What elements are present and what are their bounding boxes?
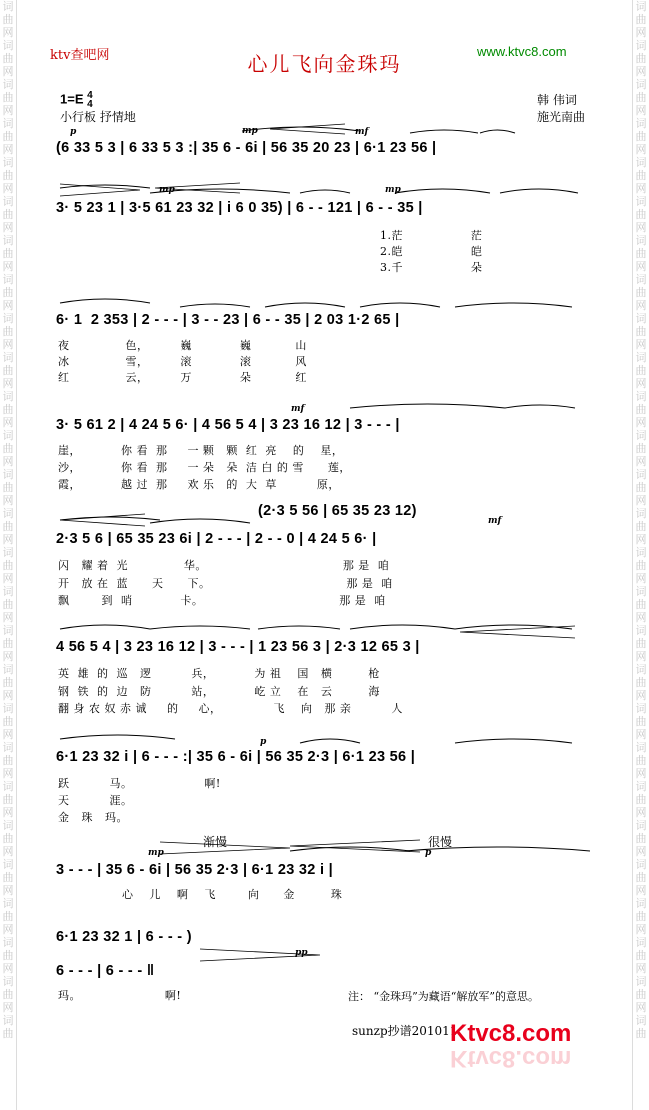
song-title: 心儿飞向金珠玛 [247,52,402,76]
watermark-glyph: 词 [2,117,14,130]
notation-system-8: 3 - - - | 35 6 - 6i | 56 35 2·3 | 6·1 23 32 i | [56,862,333,878]
logo-reflection: Ktvc8.com [450,1045,572,1072]
watermark-glyph: 词 [2,1014,14,1027]
dynamic-mark: p [70,127,77,137]
watermark-glyph: 曲 [635,286,647,299]
slur-mark [60,625,150,629]
watermark-glyph: 词 [635,156,647,169]
slur-mark [480,130,515,133]
watermark-glyph: 网 [2,962,14,975]
lyrics-system-4-verse-2: 沙， 你 看 那 一 朵 朵 洁 白 的 雪 莲， [58,461,351,474]
composer: 施光南曲 [537,110,586,124]
watermark-glyph: 曲 [635,559,647,572]
watermark-glyph: 词 [2,429,14,442]
watermark-glyph: 曲 [2,637,14,650]
watermark-glyph: 网 [2,845,14,858]
watermark-glyph: 词 [2,78,14,91]
watermark-glyph: 网 [2,65,14,78]
watermark-glyph: 曲 [2,949,14,962]
watermark-glyph: 词 [635,780,647,793]
footnote: 注： “金珠玛”为藏语“解放军”的意思。 [348,990,539,1003]
notation-system-9: 6·1 23 32 1 | 6 - - - ) [56,929,192,945]
watermark-glyph: 词 [2,312,14,325]
dynamic-mark: mp [385,185,401,195]
tempo-marking: 小行板 抒情地 [60,110,136,124]
watermark-glyph: 网 [635,338,647,351]
watermark-glyph: 网 [2,338,14,351]
watermark-glyph: 曲 [635,403,647,416]
watermark-glyph: 网 [2,923,14,936]
slur-mark [60,735,175,739]
notation-system-10: 6 - - - | 6 - - - ‖ [56,963,155,979]
watermark-glyph: 网 [635,260,647,273]
watermark-glyph: 曲 [635,442,647,455]
watermark-glyph: 曲 [2,130,14,143]
watermark-glyph: 词 [2,156,14,169]
watermark-glyph: 词 [2,624,14,637]
dynamic-mark: pp [295,948,308,958]
watermark-glyph: 词 [635,819,647,832]
time-bottom: 4 [87,99,93,110]
watermark-glyph: 网 [635,494,647,507]
watermark-glyph: 网 [635,845,647,858]
lyrics-system-6-verse-2: 钢 铁 的 边 防 站， 屹 立 在 云 海 [58,685,380,698]
watermark-glyph: 曲 [2,91,14,104]
watermark-glyph: 曲 [2,715,14,728]
key-value: 1=E [60,91,84,107]
notation-system-2: 3· 5 23 1 | 3·5 61 23 32 | i 6 0 35) | 6 - - 121 | 6 - - 35 | [56,200,423,216]
watermark-glyph: 曲 [635,130,647,143]
watermark-glyph: 网 [635,416,647,429]
watermark-glyph: 词 [635,39,647,52]
lyrics-system-7-verse-2: 天 涯。 [58,794,133,807]
watermark-glyph: 曲 [2,520,14,533]
notation-system-6: 4 56 5 4 | 3 23 16 12 | 3 - - - | 1 23 56 3 | 2·3 12 65 3 | [56,639,420,655]
watermark-glyph: 曲 [635,481,647,494]
slur-mark [300,739,360,743]
watermark-glyph: 网 [635,689,647,702]
watermark-glyph: 网 [2,143,14,156]
notation-system-4: 3· 5 61 2 | 4 24 5 6· | 4 56 5 4 | 3 23 16 12 | 3 - - - | [56,417,400,433]
watermark-glyph: 词 [635,507,647,520]
watermark-glyph: 曲 [635,169,647,182]
slur-mark [150,626,250,629]
slur-mark [395,189,490,193]
lyrics-system-4-verse-1: 崖， 你 看 那 一 颗 颗 红 亮 的 星， [58,444,344,457]
watermark-glyph: 网 [2,1001,14,1014]
watermark-glyph: 词 [2,702,14,715]
watermark-glyph: 词 [635,897,647,910]
watermark-glyph: 曲 [2,871,14,884]
lyrics-system-3-verse-3: 红 云， 万 朵 红 [58,371,307,384]
slur-mark [500,189,578,193]
watermark-glyph: 词 [2,351,14,364]
tempo-change-very-slow: 很慢 [428,835,453,849]
watermark-glyph: 曲 [635,520,647,533]
slur-mark [455,739,572,743]
watermark-glyph: 网 [2,533,14,546]
watermark-glyph: 网 [2,221,14,234]
watermark-glyph: 曲 [2,442,14,455]
watermark-glyph: 词 [2,390,14,403]
watermark-glyph: 曲 [635,793,647,806]
lyrics-system-5-verse-3: 飘 到 哨 卡。 那 是 咱 [58,594,386,607]
watermark-glyph: 词 [635,936,647,949]
watermark-glyph: 网 [635,611,647,624]
watermark-glyph: 曲 [635,910,647,923]
watermark-glyph: 曲 [2,832,14,845]
lyrics-system-6-verse-3: 翻 身 农 奴 赤 诚 的 心， 飞 向 那 亲 人 [58,702,403,715]
watermark-glyph: 词 [635,195,647,208]
watermark-glyph: 曲 [2,1027,14,1040]
watermark-glyph: 词 [635,975,647,988]
watermark-glyph: 网 [635,26,647,39]
watermark-glyph: 词 [2,0,14,13]
dynamic-mark: p [425,848,432,858]
watermark-glyph: 网 [635,1001,647,1014]
watermark-glyph: 曲 [2,52,14,65]
watermark-glyph: 词 [635,702,647,715]
watermark-glyph: 曲 [635,13,647,26]
transcriber-credit: sunzp抄谱201011 [352,1024,458,1038]
watermark-glyph: 曲 [635,715,647,728]
lyrics-system-5-verse-2: 开 放 在 蓝 天 下。 那 是 咱 [58,577,393,590]
watermark-glyph: 网 [635,923,647,936]
watermark-glyph: 词 [635,663,647,676]
slur-mark [60,299,150,303]
watermark-glyph: 网 [635,728,647,741]
watermark-glyph: 网 [635,962,647,975]
watermark-glyph: 网 [2,299,14,312]
watermark-glyph: 词 [2,468,14,481]
watermark-glyph: 曲 [635,637,647,650]
watermark-glyph: 网 [635,455,647,468]
watermark-glyph: 词 [635,0,647,13]
watermark-glyph: 词 [635,468,647,481]
watermark-glyph: 网 [635,143,647,156]
logo-text: Ktvc8.com [450,1020,572,1047]
watermark-glyph: 网 [2,377,14,390]
dynamic-mark: mf [488,516,502,526]
slur-mark [360,303,440,307]
watermark-glyph: 网 [635,884,647,897]
watermark-glyph: 词 [2,195,14,208]
slur-mark [350,404,505,408]
watermark-glyph: 曲 [635,325,647,338]
watermark-glyph: 词 [2,273,14,286]
watermark-glyph: 网 [2,182,14,195]
dynamic-mark: p [260,737,267,747]
watermark-glyph: 网 [2,884,14,897]
watermark-glyph: 曲 [2,247,14,260]
watermark-glyph: 曲 [2,325,14,338]
watermark-glyph: 曲 [2,364,14,377]
watermark-glyph: 网 [635,767,647,780]
dynamic-mark: mp [159,185,175,195]
time-top: 4 [87,90,93,101]
watermark-glyph: 词 [2,819,14,832]
watermark-glyph: 词 [635,546,647,559]
watermark-glyph: 词 [635,351,647,364]
lyrics-system-7-verse-1: 跃 马。 啊! [58,777,221,790]
watermark-glyph: 网 [635,221,647,234]
watermark-glyph: 词 [2,585,14,598]
dynamic-mark: mp [242,126,258,136]
watermark-glyph: 曲 [635,598,647,611]
watermark-glyph: 词 [635,273,647,286]
watermark-glyph: 词 [2,507,14,520]
lyrics-system-5-verse-1: 闪 耀 着 光 华。 那 是 咱 [58,559,390,572]
watermark-glyph: 词 [635,429,647,442]
hairpin-mark [160,842,290,854]
notation-interlude: (2·3 5 56 | 65 35 23 12) [258,503,417,519]
watermark-glyph: 词 [635,624,647,637]
hairpin-mark [460,626,575,638]
slur-mark [150,519,250,523]
watermark-glyph: 曲 [2,403,14,416]
watermark-glyph: 网 [635,533,647,546]
watermark-glyph: 网 [2,767,14,780]
watermark-glyph: 网 [2,650,14,663]
watermark-glyph: 曲 [2,793,14,806]
watermark-glyph: 词 [635,312,647,325]
watermark-glyph: 网 [635,104,647,117]
watermark-glyph: 曲 [635,52,647,65]
slur-mark [180,304,250,307]
watermark-glyph: 词 [2,975,14,988]
notation-system-7: 6·1 23 32 i | 6 - - - :| 35 6 - 6i | 56 35 2·3 | 6·1 23 56 | [56,749,416,765]
slur-mark [410,130,478,133]
notation-system-5: 2·3 5 6 | 65 35 23 6i | 2 - - - | 2 - - 0 | 4 24 5 6· | [56,531,377,547]
watermark-glyph: 网 [635,806,647,819]
slur-mark [350,625,455,629]
lyrics-system-4-verse-3: 霞， 越 过 那 欢 乐 的 大 草 原， [58,478,340,491]
watermark-glyph: 网 [2,572,14,585]
watermark-glyph: 曲 [635,754,647,767]
watermark-glyph: 网 [2,416,14,429]
slur-mark [265,303,345,307]
watermark-glyph: 曲 [2,481,14,494]
watermark-glyph: 网 [2,728,14,741]
watermark-glyph: 曲 [2,988,14,1001]
watermark-glyph: 网 [2,494,14,507]
lyrics-system-3-verse-2: 冰 雪， 滚 滚 风 [58,355,307,368]
site-url-right[interactable]: www.ktvc8.com [477,44,567,59]
watermark-glyph: 词 [2,897,14,910]
watermark-glyph: 曲 [635,676,647,689]
lyrics-system-7-verse-3: 金 珠 玛。 [58,811,128,824]
watermark-glyph: 曲 [2,676,14,689]
watermark-glyph: 网 [2,455,14,468]
watermark-glyph: 曲 [635,208,647,221]
watermark-glyph: 曲 [2,754,14,767]
lyrics-system-8: 心 儿 啊 飞 向 金 珠 [58,888,343,901]
dynamic-mark: mf [291,404,305,414]
watermark-glyph: 词 [2,546,14,559]
hairpin-mark [270,124,345,134]
watermark-glyph: 网 [635,182,647,195]
slur-mark [258,626,340,629]
notation-system-3: 6· 1 2 353 | 2 - - - | 3 - - 23 | 6 - - 35 | 2 03 1·2 65 | [56,312,400,328]
watermark-glyph: 曲 [635,247,647,260]
watermark-glyph: 曲 [2,169,14,182]
watermark-glyph: 网 [635,572,647,585]
lyrics-system-2-verse-3: 3.千 朵 [380,261,483,274]
watermark-glyph: 曲 [635,1027,647,1040]
watermark-glyph: 词 [2,858,14,871]
watermark-glyph: 词 [635,117,647,130]
hairpin-mark [60,514,145,526]
watermark-glyph: 网 [2,104,14,117]
watermark-glyph: 曲 [635,988,647,1001]
notation-system-1: (6 33 5 3 | 6 33 5 3 :| 35 6 - 6i | 56 35 20 23 | 6·1 23 56 | [56,140,437,156]
watermark-glyph: 词 [635,858,647,871]
watermark-glyph: 词 [2,780,14,793]
tempo-change-ritardando: 渐慢 [203,835,228,849]
watermark-glyph: 网 [2,689,14,702]
watermark-glyph: 曲 [635,364,647,377]
lyrics-system-6-verse-1: 英 雄 的 巡 逻 兵， 为 祖 国 横 枪 [58,667,380,680]
dynamic-mark: mp [148,848,164,858]
lyrics-system-2-verse-2: 2.皑 皑 [380,245,483,258]
watermark-glyph: 曲 [635,871,647,884]
watermark-glyph: 词 [635,78,647,91]
watermark-glyph: 网 [635,299,647,312]
slur-mark [242,127,360,131]
watermark-glyph: 词 [635,1014,647,1027]
watermark-glyph: 网 [635,65,647,78]
lyrics-system-2-verse-1: 1.茫 茫 [380,229,483,242]
slur-mark [455,303,572,307]
watermark-glyph: 网 [635,650,647,663]
watermark-glyph: 词 [2,234,14,247]
watermark-glyph: 网 [2,806,14,819]
slur-mark [300,190,350,193]
watermark-glyph: 曲 [635,91,647,104]
watermark-glyph: 词 [635,234,647,247]
watermark-glyph: 网 [635,377,647,390]
watermark-glyph: 曲 [2,13,14,26]
watermark-glyph: 词 [2,39,14,52]
watermark-glyph: 曲 [2,559,14,572]
watermark-glyph: 词 [635,741,647,754]
watermark-glyph: 网 [2,260,14,273]
site-name-left[interactable]: ktv查吧网 [50,48,110,63]
watermark-glyph: 词 [635,585,647,598]
dynamic-mark: mf [355,127,369,137]
slur-mark [405,847,590,851]
watermark-glyph: 词 [2,663,14,676]
watermark-glyph: 曲 [2,286,14,299]
watermark-glyph: 曲 [2,910,14,923]
watermark-glyph: 词 [2,741,14,754]
watermark-glyph: 曲 [635,949,647,962]
watermark-glyph: 曲 [2,208,14,221]
lyricist: 韩 伟词 [537,93,577,107]
watermark-glyph: 网 [2,611,14,624]
watermark-glyph: 曲 [635,832,647,845]
watermark-glyph: 词 [635,390,647,403]
lyrics-system-3-verse-1: 夜 色， 巍 巍 山 [58,339,307,352]
slur-mark [505,405,575,408]
lyrics-system-10: 玛。 啊! [58,989,182,1002]
watermark-glyph: 网 [2,26,14,39]
slur-mark [60,517,160,520]
watermark-glyph: 曲 [2,598,14,611]
watermark-glyph: 词 [2,936,14,949]
